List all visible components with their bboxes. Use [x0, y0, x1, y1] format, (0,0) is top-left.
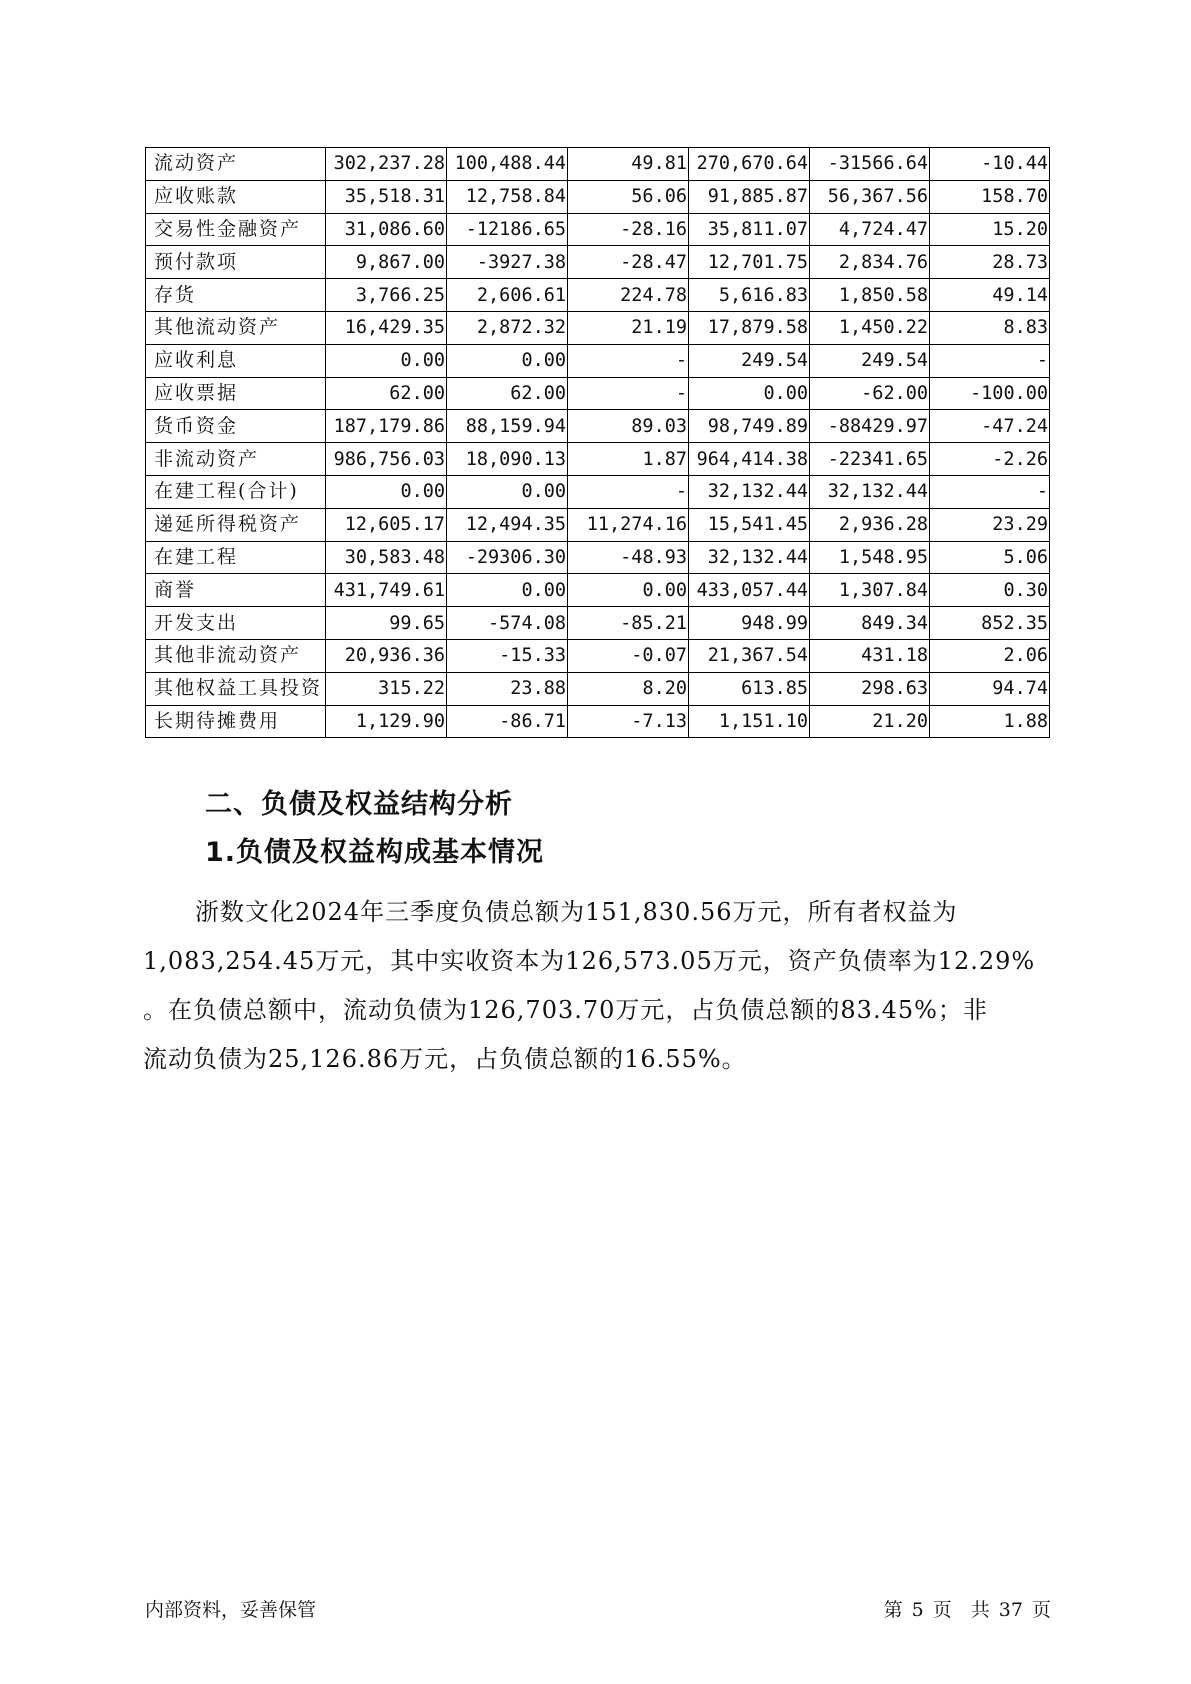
value-cell: 35,518.31: [326, 180, 447, 213]
row-label-cell: 其他权益工具投资: [146, 672, 326, 705]
value-cell: 0.00: [689, 377, 810, 410]
paragraph-line: 流动负债为25,126.86万元，占负债总额的16.55%。: [143, 1045, 747, 1073]
value-cell: 613.85: [689, 672, 810, 705]
row-label-cell: 货币资金: [146, 410, 326, 443]
value-cell: 32,132.44: [689, 541, 810, 574]
value-cell: 1,548.95: [810, 541, 930, 574]
value-cell: 270,670.64: [689, 148, 810, 181]
value-cell: 2,936.28: [810, 508, 930, 541]
row-label-cell: 应收利息: [146, 344, 326, 377]
value-cell: 21.20: [810, 705, 930, 738]
table-row: [146, 311, 1050, 344]
table-row: [146, 443, 1050, 476]
value-cell: 15.20: [930, 213, 1050, 246]
row-label-cell: 应收账款: [146, 180, 326, 213]
row-label-cell: 开发支出: [146, 607, 326, 640]
table-row: [146, 279, 1050, 312]
value-cell: -86.71: [447, 705, 568, 738]
row-label-cell: 长期待摊费用: [146, 705, 326, 738]
value-cell: 187,179.86: [326, 410, 447, 443]
value-cell: -7.13: [568, 705, 689, 738]
table-row: [146, 410, 1050, 443]
value-cell: 0.00: [447, 344, 568, 377]
value-cell: -48.93: [568, 541, 689, 574]
value-cell: -100.00: [930, 377, 1050, 410]
table-row: [146, 705, 1050, 738]
value-cell: 21.19: [568, 311, 689, 344]
value-cell: 32,132.44: [810, 475, 930, 508]
value-cell: -10.44: [930, 148, 1050, 181]
value-cell: 0.00: [447, 475, 568, 508]
value-cell: 11,274.16: [568, 508, 689, 541]
value-cell: 315.22: [326, 672, 447, 705]
value-cell: 89.03: [568, 410, 689, 443]
value-cell: 1.87: [568, 443, 689, 476]
value-cell: -28.47: [568, 246, 689, 279]
value-cell: 18,090.13: [447, 443, 568, 476]
value-cell: 986,756.03: [326, 443, 447, 476]
row-label-cell: 应收票据: [146, 377, 326, 410]
value-cell: 5.06: [930, 541, 1050, 574]
row-label-cell: 存货: [146, 279, 326, 312]
value-cell: 62.00: [326, 377, 447, 410]
value-cell: -: [568, 475, 689, 508]
value-cell: 948.99: [689, 607, 810, 640]
table-row: [146, 639, 1050, 672]
value-cell: -29306.30: [447, 541, 568, 574]
value-cell: 224.78: [568, 279, 689, 312]
value-cell: 16,429.35: [326, 311, 447, 344]
table-row: [146, 508, 1050, 541]
value-cell: 2,606.61: [447, 279, 568, 312]
value-cell: 23.29: [930, 508, 1050, 541]
value-cell: -: [568, 377, 689, 410]
value-cell: -88429.97: [810, 410, 930, 443]
value-cell: 1,850.58: [810, 279, 930, 312]
value-cell: 964,414.38: [689, 443, 810, 476]
value-cell: 20,936.36: [326, 639, 447, 672]
table-row: [146, 180, 1050, 213]
table-body: [146, 148, 1050, 738]
value-cell: 5,616.83: [689, 279, 810, 312]
section-heading: 二、负债及权益结构分析: [205, 789, 513, 820]
value-cell: 8.20: [568, 672, 689, 705]
value-cell: 49.81: [568, 148, 689, 181]
value-cell: 249.54: [810, 344, 930, 377]
footer-confidential-note: 内部资料，妥善保管: [145, 1599, 317, 1621]
value-cell: 99.65: [326, 607, 447, 640]
paragraph-line: 。在负债总额中，流动负债为126,703.70万元，占负债总额的83.45%；非: [143, 996, 988, 1024]
value-cell: -22341.65: [810, 443, 930, 476]
asset-change-table: [145, 147, 1050, 738]
value-cell: -: [568, 344, 689, 377]
value-cell: 56.06: [568, 180, 689, 213]
value-cell: 98,749.89: [689, 410, 810, 443]
value-cell: 28.73: [930, 246, 1050, 279]
row-label-cell: 在建工程: [146, 541, 326, 574]
value-cell: 2.06: [930, 639, 1050, 672]
value-cell: 12,605.17: [326, 508, 447, 541]
value-cell: 1,450.22: [810, 311, 930, 344]
table-row: [146, 541, 1050, 574]
value-cell: 8.83: [930, 311, 1050, 344]
value-cell: 31,086.60: [326, 213, 447, 246]
value-cell: -574.08: [447, 607, 568, 640]
value-cell: 17,879.58: [689, 311, 810, 344]
value-cell: -: [930, 344, 1050, 377]
value-cell: -3927.38: [447, 246, 568, 279]
value-cell: -15.33: [447, 639, 568, 672]
value-cell: 15,541.45: [689, 508, 810, 541]
value-cell: 2,872.32: [447, 311, 568, 344]
value-cell: 1,151.10: [689, 705, 810, 738]
value-cell: -62.00: [810, 377, 930, 410]
row-label-cell: 递延所得税资产: [146, 508, 326, 541]
value-cell: 158.70: [930, 180, 1050, 213]
value-cell: 94.74: [930, 672, 1050, 705]
value-cell: 32,132.44: [689, 475, 810, 508]
value-cell: 35,811.07: [689, 213, 810, 246]
table-row: [146, 344, 1050, 377]
row-label-cell: 其他流动资产: [146, 311, 326, 344]
value-cell: 91,885.87: [689, 180, 810, 213]
value-cell: 302,237.28: [326, 148, 447, 181]
value-cell: 852.35: [930, 607, 1050, 640]
value-cell: 49.14: [930, 279, 1050, 312]
value-cell: 2,834.76: [810, 246, 930, 279]
value-cell: -31566.64: [810, 148, 930, 181]
value-cell: -2.26: [930, 443, 1050, 476]
value-cell: 433,057.44: [689, 574, 810, 607]
value-cell: 249.54: [689, 344, 810, 377]
table-row: [146, 607, 1050, 640]
table-row: [146, 475, 1050, 508]
value-cell: 88,159.94: [447, 410, 568, 443]
value-cell: 849.34: [810, 607, 930, 640]
value-cell: -28.16: [568, 213, 689, 246]
value-cell: 0.00: [447, 574, 568, 607]
value-cell: -: [930, 475, 1050, 508]
paragraph-line: 浙数文化2024年三季度负债总额为151,830.56万元，所有者权益为: [195, 898, 958, 926]
table-row: [146, 148, 1050, 181]
value-cell: 431.18: [810, 639, 930, 672]
row-label-cell: 非流动资产: [146, 443, 326, 476]
row-label-cell: 商誉: [146, 574, 326, 607]
value-cell: -85.21: [568, 607, 689, 640]
value-cell: 0.00: [326, 475, 447, 508]
subsection-heading: 1.负债及权益构成基本情况: [205, 837, 545, 868]
value-cell: -0.07: [568, 639, 689, 672]
value-cell: 4,724.47: [810, 213, 930, 246]
value-cell: 0.00: [326, 344, 447, 377]
row-label-cell: 交易性金融资产: [146, 213, 326, 246]
value-cell: 3,766.25: [326, 279, 447, 312]
value-cell: 12,701.75: [689, 246, 810, 279]
value-cell: -12186.65: [447, 213, 568, 246]
value-cell: 298.63: [810, 672, 930, 705]
value-cell: 431,749.61: [326, 574, 447, 607]
value-cell: 21,367.54: [689, 639, 810, 672]
value-cell: 0.00: [568, 574, 689, 607]
table-row: [146, 377, 1050, 410]
row-label-cell: 预付款项: [146, 246, 326, 279]
value-cell: 12,494.35: [447, 508, 568, 541]
row-label-cell: 在建工程(合计): [146, 475, 326, 508]
value-cell: 30,583.48: [326, 541, 447, 574]
row-label-cell: 流动资产: [146, 148, 326, 181]
value-cell: 9,867.00: [326, 246, 447, 279]
table-row: [146, 574, 1050, 607]
value-cell: 1,129.90: [326, 705, 447, 738]
value-cell: 0.30: [930, 574, 1050, 607]
paragraph-line: 1,083,254.45万元，其中实收资本为126,573.05万元，资产负债率为12.29%: [143, 947, 1036, 975]
value-cell: 1,307.84: [810, 574, 930, 607]
value-cell: 56,367.56: [810, 180, 930, 213]
table-row: [146, 246, 1050, 279]
value-cell: 23.88: [447, 672, 568, 705]
table-row: [146, 672, 1050, 705]
value-cell: 62.00: [447, 377, 568, 410]
value-cell: 12,758.84: [447, 180, 568, 213]
value-cell: 1.88: [930, 705, 1050, 738]
value-cell: 100,488.44: [447, 148, 568, 181]
row-label-cell: 其他非流动资产: [146, 639, 326, 672]
footer-page-number: 第 5 页 共 37 页: [883, 1599, 1051, 1621]
table-row: [146, 213, 1050, 246]
value-cell: -47.24: [930, 410, 1050, 443]
